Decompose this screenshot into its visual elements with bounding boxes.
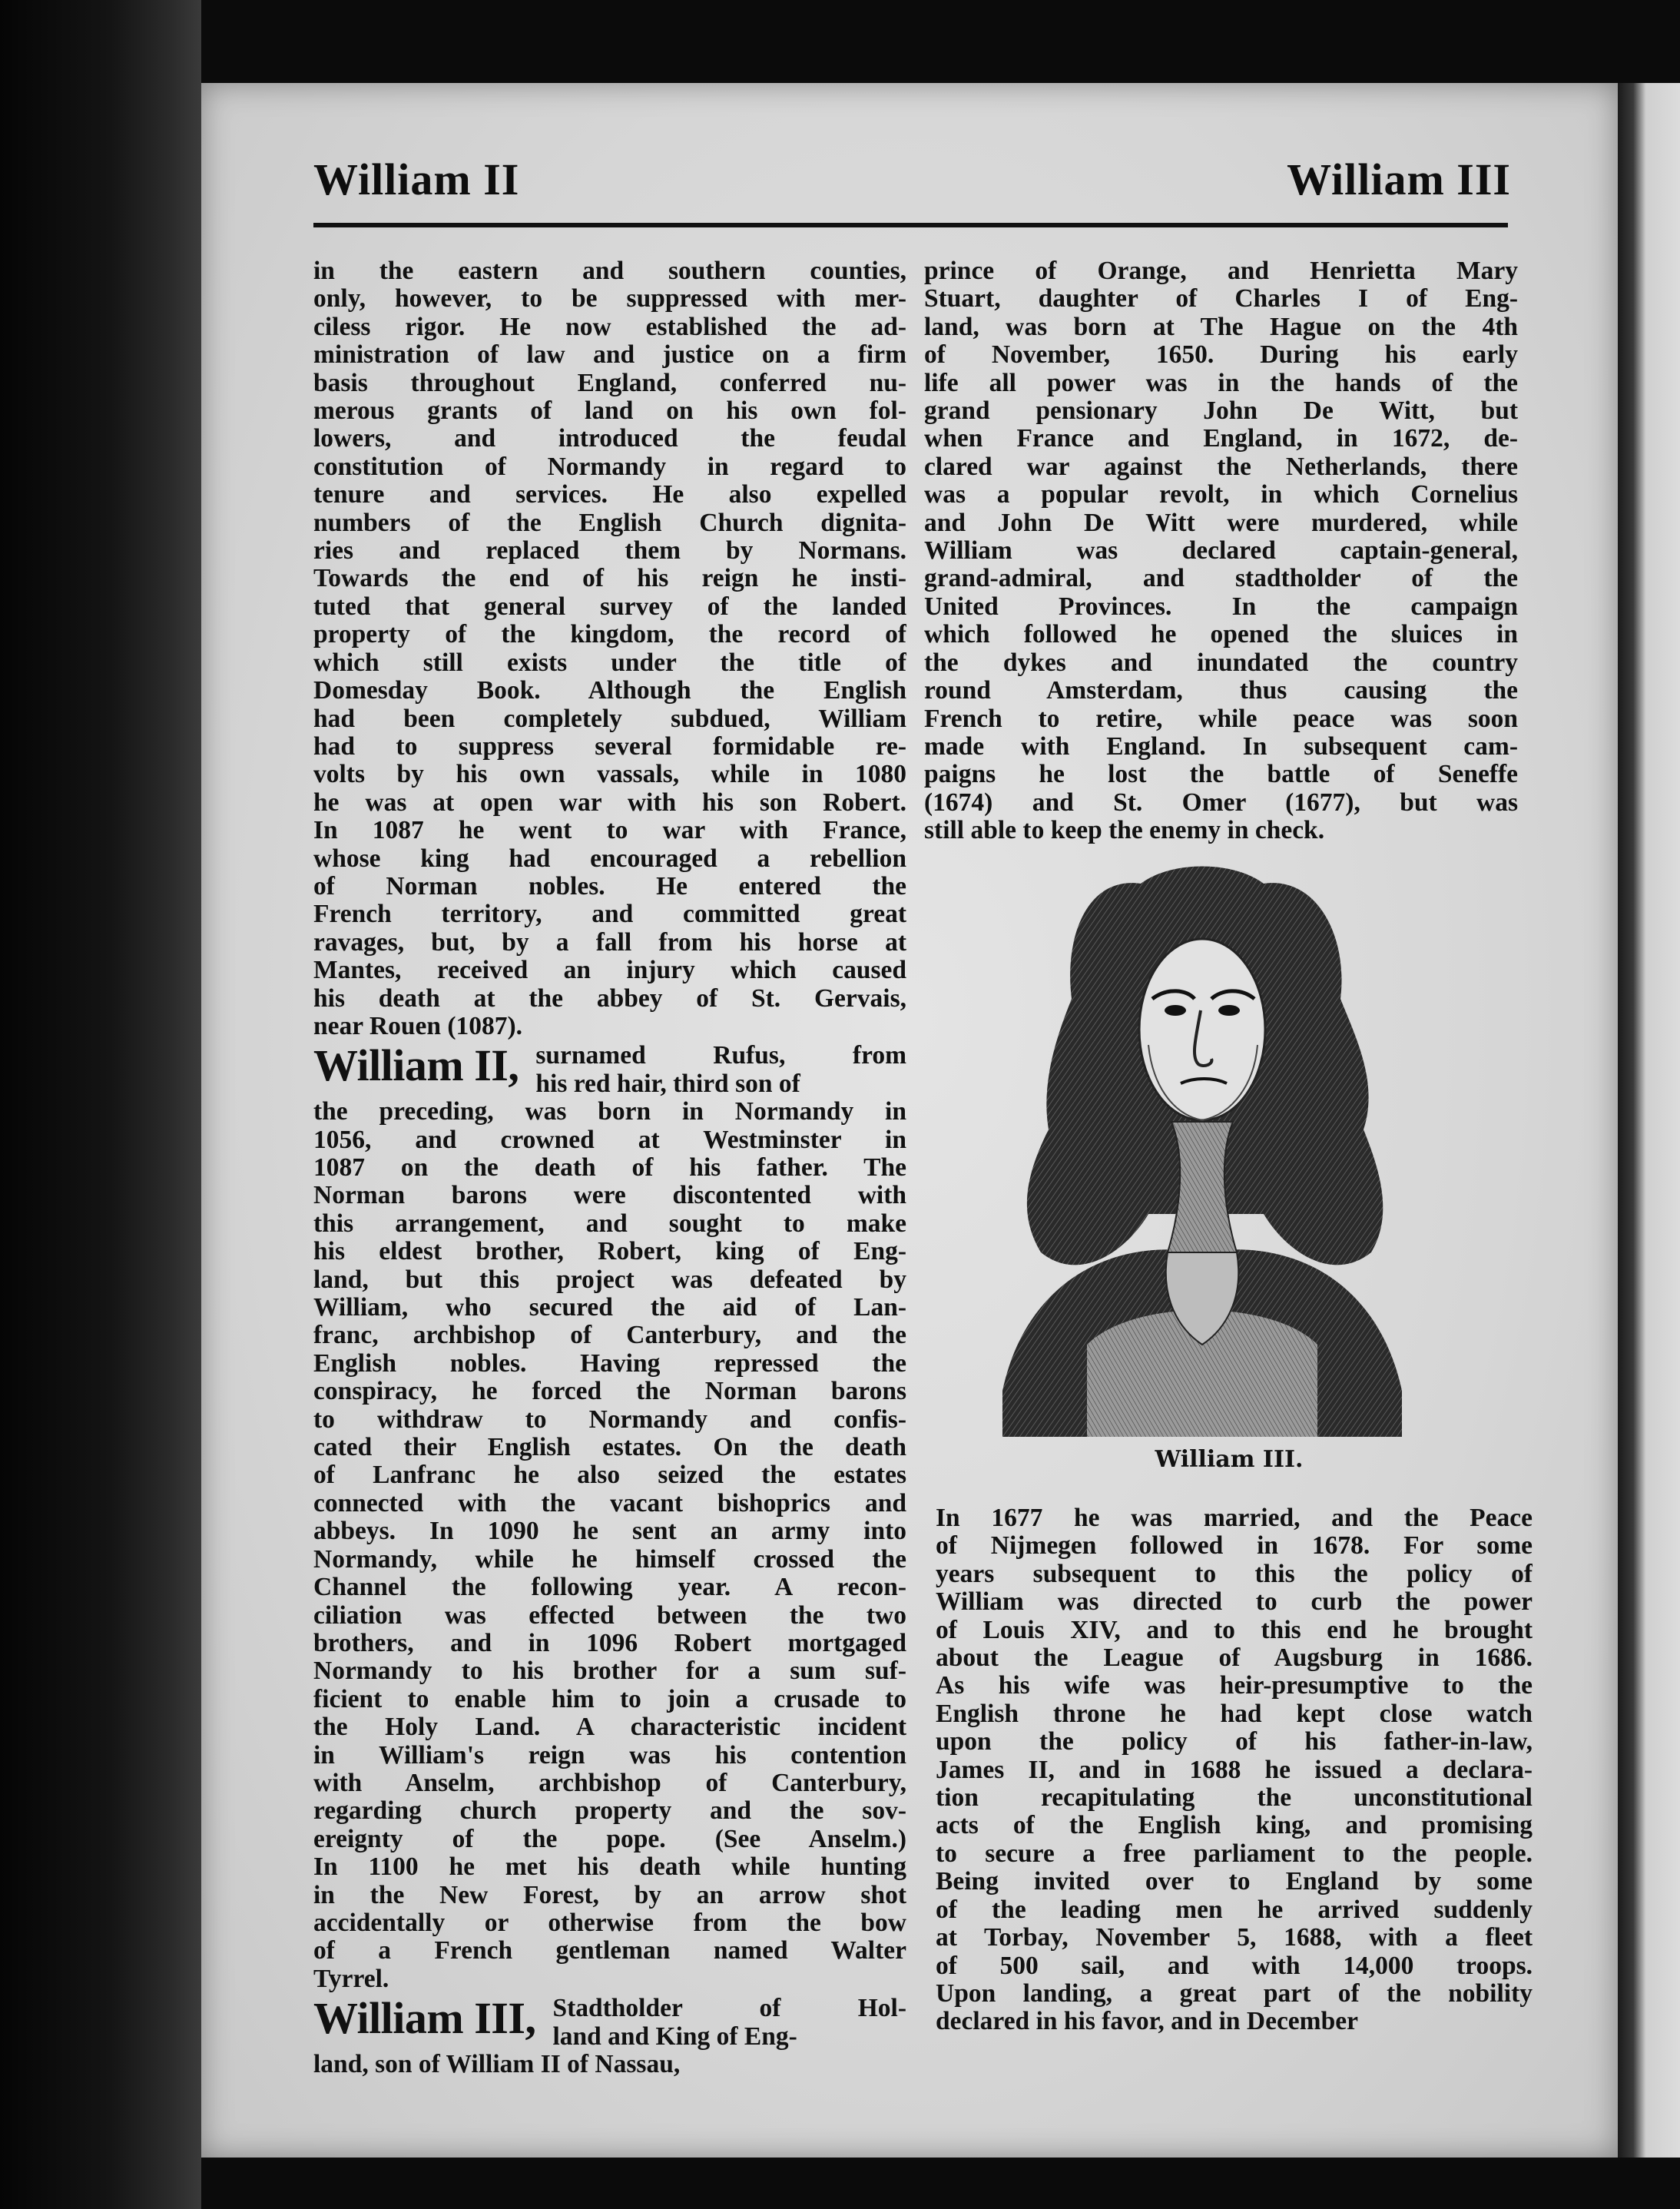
text-line: tenure and services. He also expelled — [313, 481, 906, 509]
text-line: In 1100 he met his death while hunting — [313, 1853, 906, 1882]
text-line: As his wife was heir-presumptive to the — [936, 1672, 1533, 1700]
text-line: round Amsterdam, thus causing the — [924, 677, 1518, 705]
text-line: of the leading men he arrived suddenly — [936, 1896, 1533, 1924]
text-line: of 500 sail, and with 14,000 troops. — [936, 1952, 1533, 1980]
text-line: whose king had encouraged a rebellion — [313, 844, 906, 873]
text-line: only, however, to be suppressed with mer- — [313, 285, 906, 313]
text-line: the dykes and inundated the country — [924, 648, 1518, 677]
text-line: franc, archbishop of Canterbury, and the — [313, 1322, 906, 1350]
text-line: Being invited over to England by some — [936, 1868, 1533, 1896]
text-line: in the eastern and southern counties, — [313, 257, 906, 285]
text-line: had been completely subdued, William — [313, 705, 906, 733]
text-line: basis throughout England, conferred nu- — [313, 369, 906, 397]
william-iii-portrait-engraving — [995, 853, 1410, 1437]
text-line: French to retire, while peace was soon — [924, 705, 1518, 733]
text-line: which still exists under the title of — [313, 648, 906, 677]
text-line: to secure a free parliament to the people. — [936, 1839, 1533, 1868]
text-line: 1087 on the death of his father. The — [313, 1154, 906, 1182]
text-line: numbers of the English Church dignita- — [313, 509, 906, 537]
text-line: when France and England, in 1672, de- — [924, 425, 1518, 453]
text-line: still able to keep the enemy in check. — [924, 817, 1325, 845]
entry-william-ii-body — [313, 1098, 906, 1993]
text-line: Domesday Book. Although the English — [313, 677, 906, 705]
text-line: surnamed Rufus, from — [535, 1042, 906, 1070]
text-line: life all power was in the hands of the — [924, 369, 1518, 397]
text-line: William, who secured the aid of Lan- — [313, 1294, 906, 1322]
text-line: of Norman nobles. He entered the — [313, 872, 906, 901]
running-head-left: William II — [313, 154, 520, 204]
text-line: tion recapitulating the unconstitutional — [936, 1784, 1533, 1813]
text-line: William was directed to curb the power — [936, 1588, 1533, 1617]
text-line: 1056, and crowned at Westminster in — [313, 1126, 906, 1154]
text-line: in William's reign was his contention — [313, 1741, 906, 1770]
text-line: brothers, and in 1096 Robert mortgaged — [313, 1629, 906, 1657]
text-line: grand-admiral, and stadtholder of the — [924, 565, 1518, 593]
right-column-top — [924, 257, 1518, 845]
text-line: United Provinces. In the campaign — [924, 592, 1518, 621]
text-line: clared war against the Netherlands, there — [924, 453, 1518, 481]
text-line: in the New Forest, by an arrow shot — [313, 1881, 906, 1909]
text-line: In 1087 he went to war with France, — [313, 817, 906, 845]
text-line: he was at open war with his son Robert. — [313, 788, 906, 817]
text-line: Tyrrel. — [313, 1965, 389, 1993]
entry-william-iii — [313, 1995, 906, 2078]
text-line: William was declared captain-general, — [924, 537, 1518, 566]
text-line: lowers, and introduced the feudal — [313, 425, 906, 453]
text-line: ereignty of the pope. (See Anselm.) — [313, 1825, 906, 1853]
text-line: ministration of law and justice on a firm — [313, 341, 906, 370]
text-line: Stuart, daughter of Charles I of Eng- — [924, 285, 1518, 313]
text-line: French territory, and committed great — [313, 901, 906, 929]
text-line: of Louis XIV, and to this end he brought — [936, 1616, 1533, 1644]
text-line: land, but this project was defeated by — [313, 1265, 906, 1294]
text-line: was a popular revolt, in which Cornelius — [924, 481, 1518, 509]
text-line: cated their English estates. On the death — [313, 1434, 906, 1462]
text-line: English throne he had kept close watch — [936, 1700, 1533, 1728]
text-line: land and King of Eng- — [552, 2022, 797, 2051]
text-line: the Holy Land. A characteristic incident — [313, 1713, 906, 1742]
text-line: upon the policy of his father-in-law, — [936, 1728, 1533, 1756]
text-line: at Torbay, November 5, 1688, with a fleet — [936, 1924, 1533, 1952]
entry-headword-william-iii: William III, — [313, 1993, 536, 2044]
text-line: years subsequent to this the policy of — [936, 1560, 1533, 1588]
text-line: Norman barons were discontented with — [313, 1182, 906, 1210]
running-head-right: William III — [1287, 154, 1511, 204]
text-line: to withdraw to Normandy and confis- — [313, 1405, 906, 1434]
text-line: of Nijmegen followed in 1678. For some — [936, 1532, 1533, 1561]
text-line: the preceding, was born in Normandy in — [313, 1098, 906, 1126]
text-line: merous grants of land on his own fol- — [313, 397, 906, 426]
text-line: ficient to enable him to join a crusade to — [313, 1685, 906, 1713]
text-line: connected with the vacant bishoprics and — [313, 1489, 906, 1517]
text-line: James II, and in 1688 he issued a declara- — [936, 1756, 1533, 1784]
entry-william-ii — [313, 1042, 906, 1993]
text-line: Mantes, received an injury which caused — [313, 957, 906, 985]
text-line: accidentally or otherwise from the bow — [313, 1909, 906, 1937]
text-line: volts by his own vassals, while in 1080 — [313, 761, 906, 789]
text-line: of Lanfranc he also seized the estates — [313, 1461, 906, 1490]
text-line: Towards the end of his reign he insti- — [313, 565, 906, 593]
text-line: declared in his favor, and in December — [936, 2008, 1358, 2036]
left-column — [313, 257, 906, 2078]
text-line: ciless rigor. He now established the ad- — [313, 313, 906, 341]
text-line: Upon landing, a great part of the nobility — [936, 1979, 1533, 2008]
text-line: Stadtholder of Hol- — [552, 1995, 906, 2023]
text-line: (1674) and St. Omer (1677), but was — [924, 788, 1518, 817]
text-line: his eldest brother, Robert, king of Eng- — [313, 1238, 906, 1266]
text-line: which followed he opened the sluices in — [924, 621, 1518, 649]
text-line: acts of the English king, and promising — [936, 1812, 1533, 1840]
paragraph-william-i-continued — [313, 257, 906, 1040]
text-line: Normandy to his brother for a sum suf- — [313, 1657, 906, 1686]
text-line: with Anselm, archbishop of Canterbury, — [313, 1769, 906, 1797]
text-line: ries and replaced them by Normans. — [313, 537, 906, 566]
text-line: land, son of William II of Nassau, — [313, 2051, 681, 2078]
entry-william-iii-body — [313, 2051, 906, 2078]
text-line: had to suppress several formidable re- — [313, 732, 906, 761]
text-line: grand pensionary John De Witt, but — [924, 397, 1518, 426]
text-line: prince of Orange, and Henrietta Mary — [924, 257, 1518, 285]
text-line: and John De Witt were murdered, while — [924, 509, 1518, 537]
scan-border-bottom — [201, 2158, 1680, 2209]
figure-caption: William III. — [1155, 1446, 1304, 1473]
text-line: abbeys. In 1090 he sent an army into — [313, 1517, 906, 1546]
text-line: made with England. In subsequent cam- — [924, 732, 1518, 761]
text-line: Normandy, while he himself crossed the — [313, 1545, 906, 1574]
right-column-bottom — [936, 1504, 1533, 2036]
text-line: near Rouen (1087). — [313, 1012, 523, 1040]
text-line: land, was born at The Hague on the 4th — [924, 313, 1518, 341]
text-line: of November, 1650. During his early — [924, 341, 1518, 370]
text-line: tuted that general survey of the landed — [313, 592, 906, 621]
text-line: conspiracy, he forced the Norman barons — [313, 1378, 906, 1406]
text-line: ciliation was effected between the two — [313, 1601, 906, 1630]
text-line: English nobles. Having repressed the — [313, 1349, 906, 1378]
text-line: about the League of Augsburg in 1686. — [936, 1644, 1533, 1673]
text-line: of a French gentleman named Walter — [313, 1937, 906, 1965]
text-line: In 1677 he was married, and the Peace — [936, 1504, 1533, 1532]
text-line: his red hair, third son of — [535, 1070, 800, 1098]
header-rule — [313, 223, 1508, 227]
text-line: regarding church property and the sov- — [313, 1797, 906, 1826]
text-line: Channel the following year. A recon- — [313, 1574, 906, 1602]
text-line: his death at the abbey of St. Gervais, — [313, 984, 906, 1013]
text-line: property of the kingdom, the record of — [313, 621, 906, 649]
text-line: constitution of Normandy in regard to — [313, 453, 906, 481]
text-line: ravages, but, by a fall from his horse at — [313, 928, 906, 957]
text-line: paigns he lost the battle of Seneffe — [924, 761, 1518, 789]
facing-page-edge — [1618, 83, 1680, 2158]
text-line: this arrangement, and sought to make — [313, 1209, 906, 1238]
entry-headword-william-ii: William II, — [313, 1040, 519, 1091]
scan-border-left — [0, 0, 201, 2209]
